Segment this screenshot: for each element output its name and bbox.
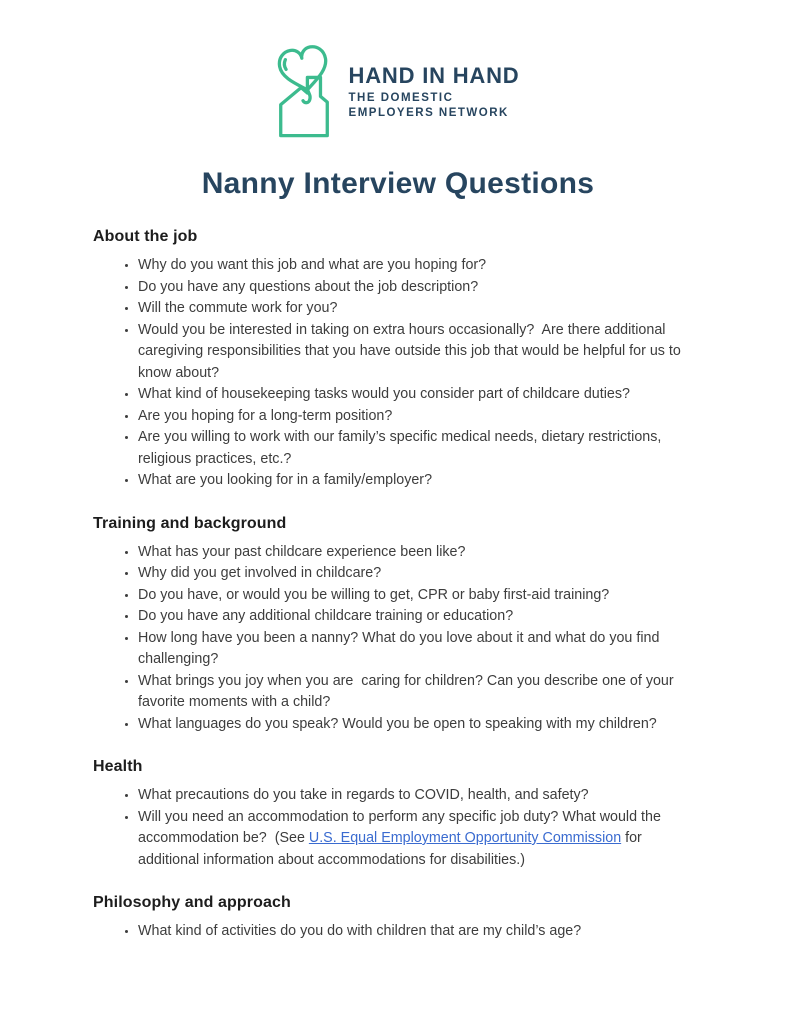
question-item: • What brings you joy when you are caring for children? Can you describe one of your favorite moments with a child? (138, 671, 703, 714)
question-item: • Why do you want this job and what are you hoping for? (138, 255, 703, 277)
section-philosophy-and-approach (93, 893, 703, 943)
logo (88, 45, 703, 139)
logo-wordmark (349, 64, 520, 120)
question-item: • What precautions do you take in regards to COVID, health, and safety? (138, 785, 703, 807)
question-list (93, 785, 703, 871)
question-item: • What has your past childcare experience been like? (138, 542, 703, 564)
question-item (138, 807, 703, 872)
section-heading: Philosophy and approach (93, 894, 291, 911)
page-title: Nanny Interview Questions (201, 167, 595, 200)
question-item: • Will the commute work for you? (138, 298, 703, 320)
question-item: • What kind of housekeeping tasks would you consider part of childcare duties? (138, 384, 703, 406)
question-text-before-link: Will you need an accommodation to perform any specific job duty? What would the accommodation be? (See (138, 808, 665, 846)
question-item: • How long have you been a nanny? What do you love about it and what do you find challenging? (138, 628, 703, 671)
section-heading: Health (93, 758, 143, 775)
question-item: • Are you hoping for a long-term position? (138, 406, 703, 428)
brand-tagline-line2: EMPLOYERS NETWORK (348, 106, 509, 119)
question-list (93, 542, 703, 736)
section-training-and-background (93, 514, 703, 736)
section-heading: Training and background (93, 514, 287, 532)
brand-name: HAND IN HAND (348, 63, 520, 88)
question-text-after-link: for additional information about accommodations for disabilities.) (138, 830, 646, 868)
question-item: • What languages do you speak? Would you be open to speaking with my children? (138, 714, 703, 736)
question-item: • Are you willing to work with our family’s specific medical needs, dietary restrictions, religious practices, etc.? (138, 427, 703, 470)
brand-tagline-line1: THE DOMESTIC (348, 92, 454, 104)
question-item: • Do you have, or would you be willing to get, CPR or baby first-aid training? (138, 585, 703, 607)
question-list (93, 255, 703, 492)
eeoc-link[interactable]: U.S. Equal Employment Opportunity Commission (308, 830, 622, 846)
question-item: • Would you be interested in taking on extra hours occasionally? Are there additional caregiving responsibilities that you have outside this job that would be helpful for us to know about? (138, 320, 703, 385)
question-list (93, 921, 703, 943)
section-health (93, 757, 703, 871)
heart-house-icon (272, 45, 336, 139)
question-item: • What are you looking for in a family/employer? (138, 470, 703, 492)
question-item: • Do you have any questions about the job description? (138, 277, 703, 299)
question-item: • Why did you get involved in childcare? (138, 563, 703, 585)
section-about-the-job (93, 227, 703, 492)
question-item: • Do you have any additional childcare training or education? (138, 606, 703, 628)
question-item: • What kind of activities do you do with children that are my child’s age? (138, 921, 703, 943)
section-heading: About the job (93, 228, 198, 245)
